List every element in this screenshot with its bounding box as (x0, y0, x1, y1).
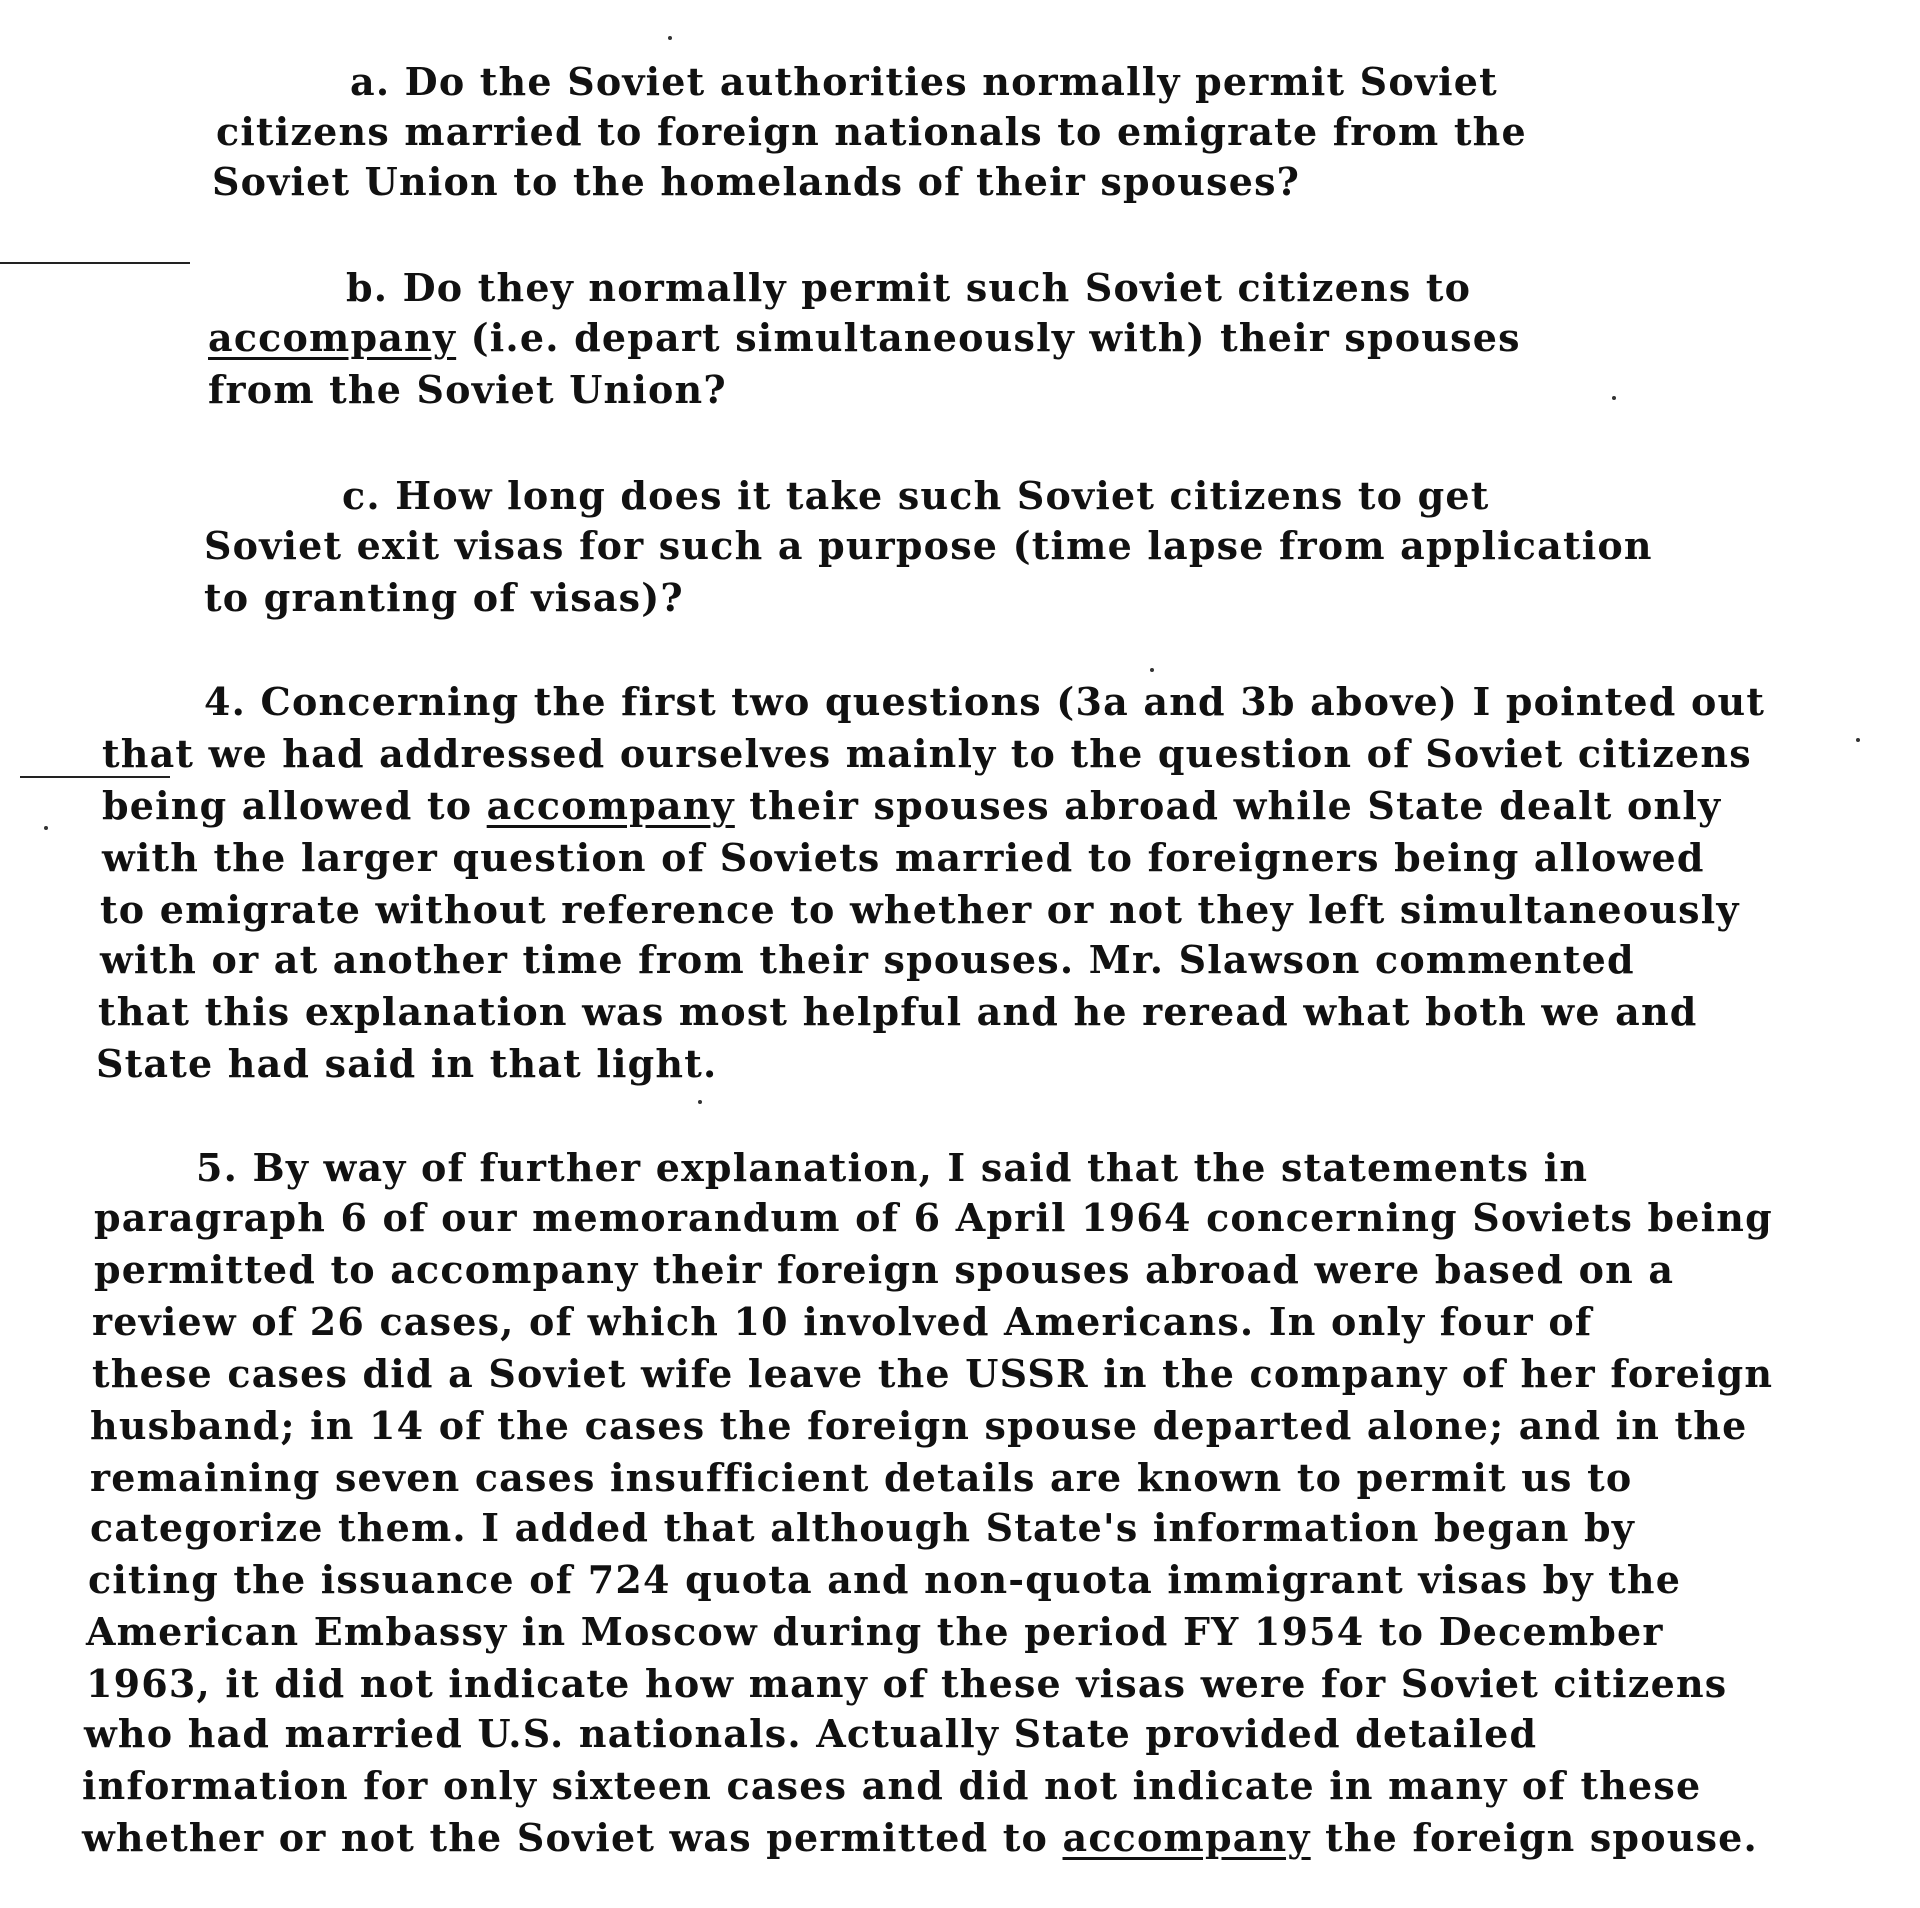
para-5-line-3: permitted to accompany their foreign spouses abroad were based on a (94, 1247, 1675, 1292)
para-5-line-10: American Embassy in Moscow during the period FY 1954 to December (86, 1609, 1664, 1654)
underlined-accompany: accompany (486, 783, 735, 828)
item-b-line-2 (208, 316, 1521, 360)
para-5-line-13: information for only sixteen cases and did not indicate in many of these (82, 1763, 1702, 1808)
margin-rule-top (0, 262, 190, 264)
scan-speck (44, 826, 48, 830)
para-4-line-3 (102, 784, 1721, 828)
item-a-line-2: citizens married to foreign nationals to emigrate from the (216, 109, 1527, 154)
item-b-line-1: b. Do they normally permit such Soviet citizens to (346, 265, 1472, 310)
underlined-accompany: accompany (208, 315, 457, 360)
para-5-line-9: citing the issuance of 724 quota and non-quota immigrant visas by the (88, 1557, 1682, 1602)
scan-speck (1856, 738, 1860, 742)
item-a-line-3: Soviet Union to the homelands of their spouses? (212, 159, 1301, 204)
item-b-line-3: from the Soviet Union? (208, 367, 727, 412)
para-4-line-8: State had said in that light. (96, 1041, 718, 1086)
underlined-accompany: accompany (1062, 1815, 1311, 1860)
para-5-line-1: 5. By way of further explanation, I said that the statements in (196, 1145, 1589, 1190)
scan-speck (1612, 396, 1616, 400)
para-4-line-7: that this explanation was most helpful and he reread what both we and (98, 989, 1698, 1034)
para-5-line-7: remaining seven cases insufficient details are known to permit us to (90, 1455, 1633, 1500)
scan-speck (1150, 668, 1154, 672)
para-5-line-4: review of 26 cases, of which 10 involved Americans. In only four of (92, 1299, 1593, 1344)
para-4-line-5: to emigrate without reference to whether or not they left simultaneously (100, 887, 1740, 932)
item-c-line-3: to granting of visas)? (204, 575, 684, 620)
para-4-line-1: 4. Concerning the first two questions (3a and 3b above) I pointed out (204, 679, 1766, 724)
para-5-line-14-post: the foreign spouse. (1310, 1815, 1758, 1860)
para-5-line-6: husband; in 14 of the cases the foreign spouse departed alone; and in the (90, 1403, 1748, 1448)
para-4-line-3-post: their spouses abroad while State dealt only (734, 783, 1722, 828)
para-5-line-2: paragraph 6 of our memorandum of 6 April 1964 concerning Soviets being (94, 1195, 1773, 1240)
para-5-line-5: these cases did a Soviet wife leave the USSR in the company of her foreign (92, 1351, 1774, 1396)
para-5-line-14 (82, 1816, 1758, 1860)
para-4-line-2: that we had addressed ourselves mainly to the question of Soviet citizens (102, 731, 1752, 776)
para-5-line-8: categorize them. I added that although State's information began by (90, 1505, 1636, 1550)
item-a-line-1: a. Do the Soviet authorities normally permit Soviet (350, 59, 1498, 104)
para-5-line-11: 1963, it did not indicate how many of these visas were for Soviet citizens (86, 1661, 1728, 1706)
para-4-line-6: with or at another time from their spouses. Mr. Slawson commented (100, 937, 1635, 982)
para-4-line-3-pre: being allowed to (102, 783, 487, 828)
para-4-line-4: with the larger question of Soviets married to foreigners being allowed (102, 835, 1705, 880)
margin-rule-middle (20, 776, 170, 778)
scan-speck (668, 36, 672, 40)
item-b-line-2-rest: (i.e. depart simultaneously with) their spouses (470, 315, 1521, 360)
para-5-line-14-pre: whether or not the Soviet was permitted to (82, 1815, 1063, 1860)
para-5-line-12: who had married U.S. nationals. Actually State provided detailed (84, 1711, 1538, 1756)
item-c-line-1: c. How long does it take such Soviet citizens to get (342, 473, 1490, 518)
item-c-line-2: Soviet exit visas for such a purpose (time lapse from application (204, 523, 1653, 568)
scan-speck (698, 1100, 702, 1104)
